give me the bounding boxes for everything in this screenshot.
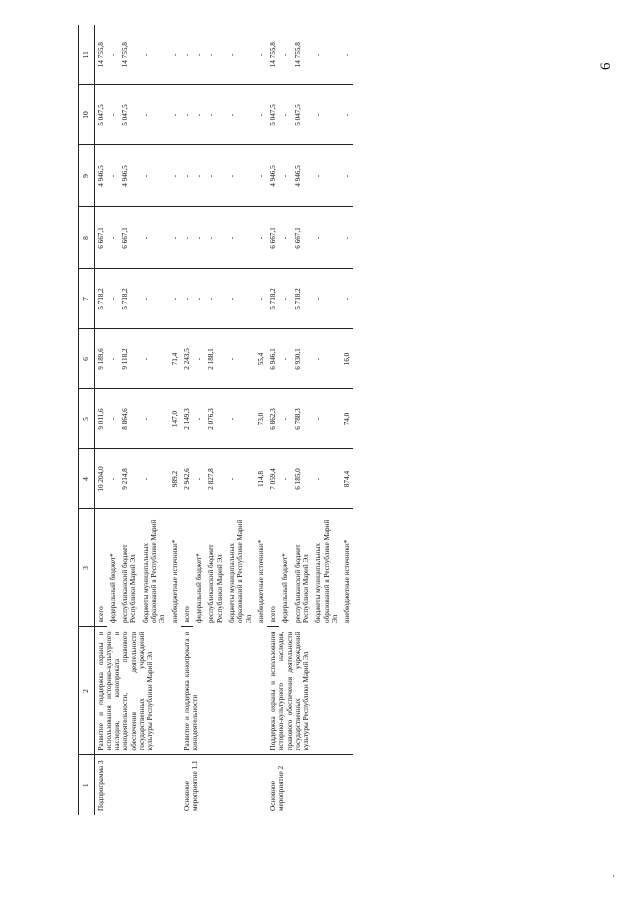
- amount-cell: 6 930,1: [292, 329, 313, 389]
- amount-cell: -: [181, 25, 193, 85]
- amount-cell: -: [169, 207, 181, 269]
- amount-cell: -: [279, 329, 291, 389]
- amount-cell: -: [226, 269, 255, 329]
- amount-cell: 14 755,8: [119, 25, 140, 85]
- funding-source-cell: федеральный бюджет*: [195, 553, 204, 623]
- funding-source-cell: всего: [94, 509, 107, 627]
- amount-cell: -: [255, 269, 267, 329]
- amount-cell: -: [140, 389, 169, 449]
- amount-cell: -: [226, 389, 255, 449]
- col-header: 10: [79, 85, 95, 145]
- funding-source-cell: бюджеты муниципальных образований в Республике Марий Эл: [141, 519, 167, 623]
- amount-cell: -: [169, 145, 181, 207]
- funding-source-cell: всего: [267, 509, 279, 627]
- funding-source-cell: бюджеты муниципальных образований в Республике Марий Эл: [314, 519, 339, 623]
- amount-cell: -: [169, 269, 181, 329]
- amount-cell: -: [226, 329, 255, 389]
- amount-cell: 6 862,3: [267, 389, 279, 449]
- amount-cell: 9 118,2: [119, 329, 140, 389]
- col-header: 9: [79, 145, 95, 207]
- amount-cell: 5 718,2: [267, 269, 279, 329]
- program-cell: Подпрограмма 3: [96, 760, 105, 811]
- table-row: [267, 25, 279, 815]
- amount-cell: 5 718,2: [119, 269, 140, 329]
- amount-cell: 2 827,8: [205, 449, 226, 509]
- amount-cell: -: [312, 207, 341, 269]
- amount-cell: -: [140, 145, 169, 207]
- amount-cell: -: [107, 85, 119, 145]
- scan-mark: ‚: [612, 868, 616, 879]
- amount-cell: -: [181, 207, 193, 269]
- amount-cell: 9 189,6: [94, 329, 107, 389]
- amount-cell: -: [279, 85, 291, 145]
- amount-cell: 71,4: [169, 329, 181, 389]
- col-header: 6: [79, 329, 95, 389]
- col-header: 2: [79, 627, 95, 755]
- amount-cell: -: [107, 389, 119, 449]
- program-name-cell: Поддержка охраны и использования историко-культурного наследия, правового обеспечения деятельности государственных учреждений культуры Республики Марий Эл: [267, 627, 353, 755]
- funding-source-cell: республиканский бюджет Республики Марий Эл: [121, 544, 138, 623]
- amount-cell: -: [169, 85, 181, 145]
- amount-cell: -: [341, 85, 353, 145]
- amount-cell: -: [226, 207, 255, 269]
- amount-cell: 5 047,5: [119, 85, 140, 145]
- amount-cell: 6 946,1: [267, 329, 279, 389]
- amount-cell: -: [181, 269, 193, 329]
- amount-cell: 4 946,5: [292, 145, 313, 207]
- amount-cell: -: [140, 25, 169, 85]
- amount-cell: -: [193, 145, 205, 207]
- funding-source-cell: всего: [181, 509, 193, 627]
- program-cell: Основное мероприятие 1.1: [182, 760, 200, 811]
- amount-cell: -: [312, 25, 341, 85]
- amount-cell: -: [107, 329, 119, 389]
- amount-cell: 2 243,5: [181, 329, 193, 389]
- amount-cell: 874,4: [341, 449, 353, 509]
- amount-cell: 74,0: [341, 389, 353, 449]
- col-header: 7: [79, 269, 95, 329]
- amount-cell: -: [205, 269, 226, 329]
- amount-cell: -: [193, 25, 205, 85]
- amount-cell: -: [226, 449, 255, 509]
- budget-table: [78, 25, 353, 815]
- amount-cell: 4 946,5: [94, 145, 107, 207]
- amount-cell: -: [193, 207, 205, 269]
- amount-cell: 73,0: [255, 389, 267, 449]
- funding-source-cell: внебюджетные источники*: [170, 539, 179, 623]
- amount-cell: -: [107, 449, 119, 509]
- amount-cell: -: [140, 85, 169, 145]
- amount-cell: 5 047,5: [267, 85, 279, 145]
- funding-source-cell: бюджеты муниципальных образований в Республике Марий Эл: [228, 519, 253, 623]
- amount-cell: 5 047,5: [94, 85, 107, 145]
- amount-cell: -: [181, 145, 193, 207]
- funding-source-cell: внебюджетные источники*: [256, 539, 265, 623]
- amount-cell: 5 047,5: [292, 85, 313, 145]
- amount-cell: 2 188,1: [205, 329, 226, 389]
- amount-cell: 9 214,8: [119, 449, 140, 509]
- amount-cell: -: [205, 25, 226, 85]
- amount-cell: -: [140, 269, 169, 329]
- amount-cell: -: [181, 85, 193, 145]
- header-row: [79, 25, 95, 815]
- amount-cell: -: [193, 329, 205, 389]
- amount-cell: -: [140, 207, 169, 269]
- program-name-cell: Развитие и поддержка кинопроката и кинодеятельности: [181, 627, 267, 755]
- amount-cell: -: [279, 207, 291, 269]
- amount-cell: 6 667,1: [119, 207, 140, 269]
- amount-cell: -: [205, 207, 226, 269]
- amount-cell: -: [107, 269, 119, 329]
- funding-source-cell: федеральный бюджет*: [281, 553, 290, 623]
- amount-cell: 8 864,6: [119, 389, 140, 449]
- amount-cell: 114,8: [255, 449, 267, 509]
- amount-cell: -: [341, 207, 353, 269]
- amount-cell: 147,0: [169, 389, 181, 449]
- amount-cell: -: [255, 25, 267, 85]
- amount-cell: -: [226, 85, 255, 145]
- amount-cell: -: [312, 145, 341, 207]
- col-header: 5: [79, 389, 95, 449]
- table-row: [181, 25, 193, 815]
- amount-cell: 5 718,2: [94, 269, 107, 329]
- col-header: 8: [79, 207, 95, 269]
- funding-source-cell: внебюджетные источники*: [343, 539, 352, 623]
- amount-cell: -: [140, 329, 169, 389]
- amount-cell: 4 946,5: [119, 145, 140, 207]
- amount-cell: 6 788,3: [292, 389, 313, 449]
- amount-cell: -: [279, 145, 291, 207]
- col-header: 4: [79, 449, 95, 509]
- amount-cell: 14 755,8: [94, 25, 107, 85]
- amount-cell: -: [341, 145, 353, 207]
- table-row: [94, 25, 107, 815]
- amount-cell: 16,0: [341, 329, 353, 389]
- program-cell: Основное мероприятие 2: [269, 765, 286, 811]
- funding-source-cell: республиканский бюджет Республики Марий Эл: [207, 544, 224, 623]
- amount-cell: -: [279, 389, 291, 449]
- col-header: 1: [79, 755, 95, 815]
- amount-cell: -: [312, 449, 341, 509]
- amount-cell: -: [193, 269, 205, 329]
- amount-cell: 9 011,6: [94, 389, 107, 449]
- amount-cell: -: [312, 329, 341, 389]
- funding-source-cell: республиканский бюджет Республики Марий Эл: [293, 544, 310, 623]
- amount-cell: -: [205, 85, 226, 145]
- page-number: 6: [598, 62, 614, 70]
- amount-cell: -: [341, 269, 353, 329]
- amount-cell: -: [226, 25, 255, 85]
- amount-cell: -: [341, 25, 353, 85]
- amount-cell: 10 204,0: [94, 449, 107, 509]
- amount-cell: 2 149,3: [181, 389, 193, 449]
- amount-cell: 14 755,8: [292, 25, 313, 85]
- amount-cell: -: [193, 85, 205, 145]
- funding-source-cell: федеральный бюджет*: [108, 553, 117, 623]
- amount-cell: 2 076,3: [205, 389, 226, 449]
- amount-cell: 989,2: [169, 449, 181, 509]
- amount-cell: 55,4: [255, 329, 267, 389]
- program-name-cell: Развитие и поддержка охраны и использования историко-культурного наследия, кинопроката и кинодеятельности, правового обеспечения деятельности государственных учреждений культуры Республики Марий Эл: [94, 627, 181, 755]
- amount-cell: -: [279, 449, 291, 509]
- amount-cell: -: [255, 207, 267, 269]
- amount-cell: 6 185,0: [292, 449, 313, 509]
- amount-cell: -: [140, 449, 169, 509]
- amount-cell: 6 667,1: [292, 207, 313, 269]
- amount-cell: -: [255, 85, 267, 145]
- amount-cell: 2 942,6: [181, 449, 193, 509]
- amount-cell: -: [226, 145, 255, 207]
- amount-cell: -: [205, 145, 226, 207]
- amount-cell: 14 755,8: [267, 25, 279, 85]
- amount-cell: -: [193, 389, 205, 449]
- amount-cell: -: [279, 269, 291, 329]
- amount-cell: -: [312, 85, 341, 145]
- amount-cell: -: [107, 145, 119, 207]
- amount-cell: 6 667,1: [94, 207, 107, 269]
- col-header: 3: [79, 509, 95, 627]
- amount-cell: -: [193, 449, 205, 509]
- amount-cell: -: [312, 269, 341, 329]
- amount-cell: 6 667,1: [267, 207, 279, 269]
- amount-cell: -: [107, 207, 119, 269]
- amount-cell: 5 718,2: [292, 269, 313, 329]
- amount-cell: 7 059,4: [267, 449, 279, 509]
- amount-cell: -: [279, 25, 291, 85]
- amount-cell: -: [312, 389, 341, 449]
- amount-cell: -: [107, 25, 119, 85]
- amount-cell: -: [169, 25, 181, 85]
- amount-cell: -: [255, 145, 267, 207]
- amount-cell: 4 946,5: [267, 145, 279, 207]
- col-header: 11: [79, 25, 95, 85]
